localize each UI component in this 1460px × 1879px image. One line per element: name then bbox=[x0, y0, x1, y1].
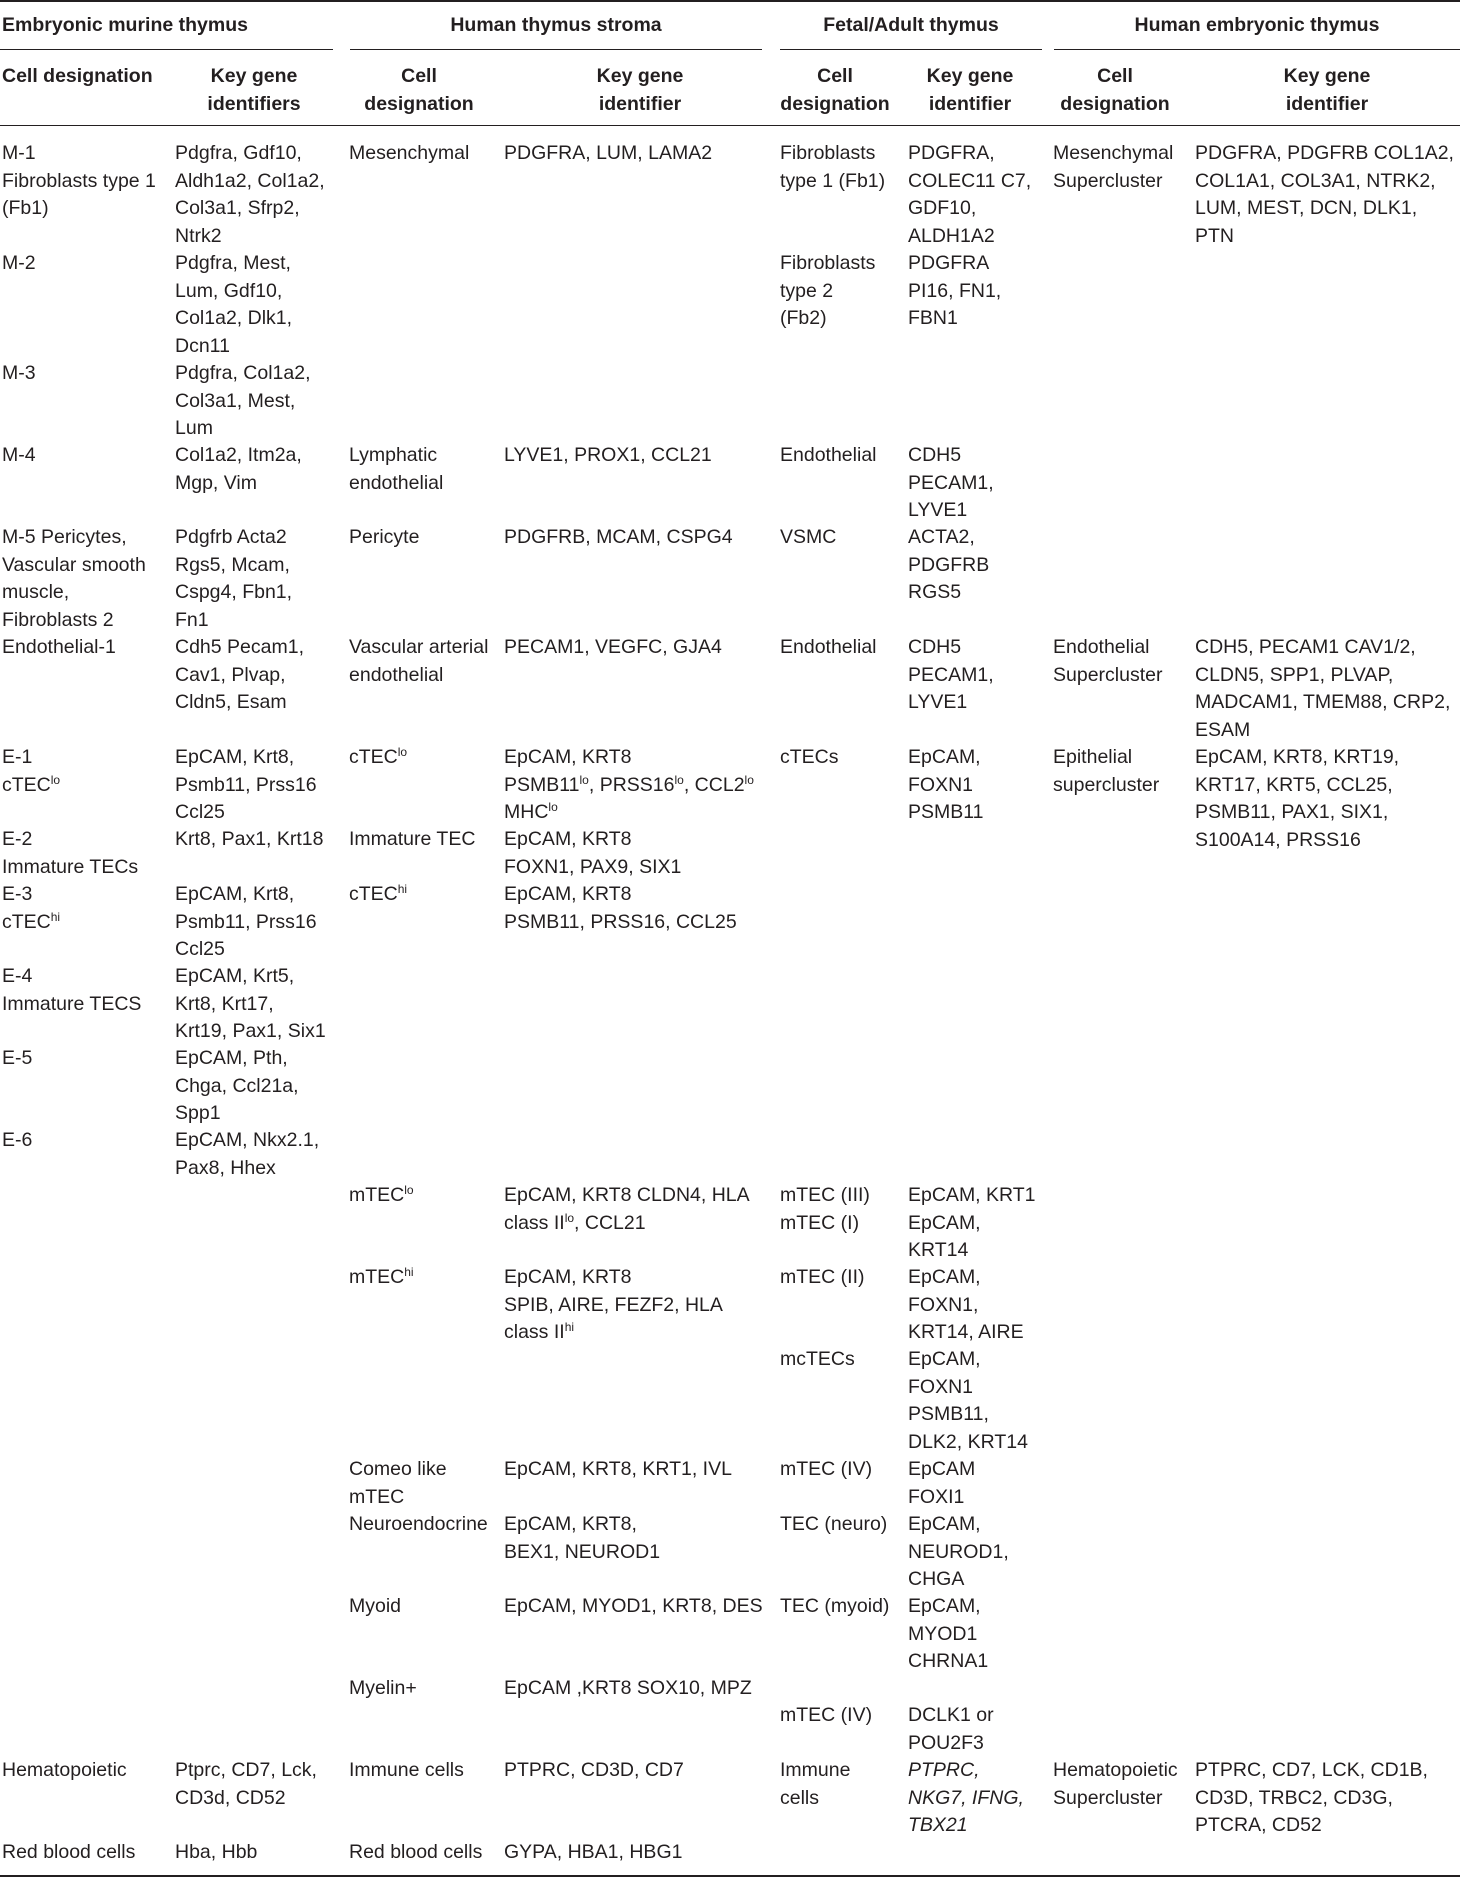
cell-murine-cell: E-6 bbox=[2, 1129, 33, 1151]
cell-stroma-cell: Vascular arterial endothelial bbox=[349, 636, 489, 686]
cell-fetal-cell: mTEC (IV) bbox=[780, 1458, 873, 1480]
top-rule bbox=[0, 0, 1460, 2]
cell-murine-cell: E-2 Immature TECs bbox=[2, 828, 139, 878]
cell-fetal-genes: EpCAM, FOXN1, KRT14, AIRE bbox=[908, 1266, 1024, 1343]
cell-fetal-genes: PDGFRA, COLEC11 C7, GDF10, ALDH1A2 bbox=[908, 142, 1032, 247]
cell-fetal-genes: CDH5 PECAM1, LYVE1 bbox=[908, 636, 994, 713]
cell-murine-cell: Hematopoietic bbox=[2, 1759, 127, 1781]
cell-stroma-cell: mTEC$^{hi}$ bbox=[349, 1265, 414, 1288]
cell-stroma-genes: EpCAM, KRT8 $PSMB11^{lo}$, $PRSS16^{lo}$, $CCL2^{lo}$ $MHC^{lo}$ bbox=[504, 746, 754, 823]
cell-murine-genes: EpCAM, Nkx2.1, Pax8, Hhex bbox=[175, 1129, 320, 1179]
cell-fetal-genes: EpCAM, FOXN1 PSMB11 bbox=[908, 746, 984, 823]
cell-stroma-cell: Red blood cells bbox=[349, 1841, 483, 1863]
cell-fetal-cell: TEC (myoid) bbox=[780, 1595, 890, 1617]
cell-murine-genes: Pdgfra, Col1a2, Col3a1, Mest, Lum bbox=[175, 362, 311, 439]
column-header-murine-genes: Key gene identifiers bbox=[207, 65, 301, 115]
cell-murine-cell: Endothelial-1 bbox=[2, 636, 116, 658]
cell-stroma-cell: cTEC$^{hi}$ bbox=[349, 882, 408, 905]
cell-murine-cell: M-1 Fibroblasts type 1 (Fb1) bbox=[2, 142, 156, 219]
group-underline-murine bbox=[0, 49, 333, 50]
cell-fetal-cell: Endothelial bbox=[780, 444, 877, 466]
cell-fetal-cell: Immune cells bbox=[780, 1759, 851, 1809]
group-underline-human-stroma bbox=[350, 49, 762, 50]
cell-fetal-cell: Fibroblasts type 2 (Fb2) bbox=[780, 252, 876, 329]
cell-murine-genes: Cdh5 Pecam1, Cav1, Plvap, Cldn5, Esam bbox=[175, 636, 304, 713]
group-header-human-embryonic: Human embryonic thymus bbox=[1134, 14, 1380, 36]
cell-fetal-cell: mcTECs bbox=[780, 1348, 855, 1370]
cell-stroma-genes: EpCAM, KRT8 SPIB, AIRE, FEZF2, HLA class $II^{hi}$ bbox=[504, 1266, 723, 1343]
cell-fetal-genes: EpCAM, KRT1 EpCAM, KRT14 bbox=[908, 1184, 1036, 1261]
cell-embryonic-cell: Endothelial Supercluster bbox=[1053, 636, 1163, 686]
cell-embryonic-genes: PTPRC, CD7, LCK, CD1B, CD3D, TRBC2, CD3G, PTCRA, CD52 bbox=[1195, 1759, 1428, 1836]
cell-embryonic-cell: Hematopoietic Supercluster bbox=[1053, 1759, 1178, 1809]
cell-murine-genes: Pdgfrb Acta2 Rgs5, Mcam, Cspg4, Fbn1, Fn1 bbox=[175, 526, 293, 631]
column-header-embryonic-cell: Cell designation bbox=[1060, 65, 1170, 115]
cell-murine-genes: Pdgfra, Gdf10, Aldh1a2, Col1a2, Col3a1, Sfrp2, Ntrk2 bbox=[175, 142, 325, 247]
cell-stroma-cell: Mesenchymal bbox=[349, 142, 470, 164]
cell-fetal-genes: DCLK1 or POU2F3 bbox=[908, 1704, 994, 1754]
cell-murine-genes: Hba, Hbb bbox=[175, 1841, 258, 1863]
column-header-embryonic-genes: Key gene identifier bbox=[1283, 65, 1371, 115]
cell-murine-cell: M-4 bbox=[2, 444, 36, 466]
cell-fetal-genes: PTPRC, NKG7, IFNG, TBX21 bbox=[908, 1759, 1024, 1836]
column-header-fetal-cell: Cell designation bbox=[780, 65, 890, 115]
cell-stroma-genes: EpCAM, KRT8, BEX1, NEUROD1 bbox=[504, 1513, 661, 1563]
cell-murine-cell: M-3 bbox=[2, 362, 36, 384]
cell-fetal-cell: mTEC (III) mTEC (I) bbox=[780, 1184, 870, 1234]
cell-murine-genes: Pdgfra, Mest, Lum, Gdf10, Col1a2, Dlk1, Dcn11 bbox=[175, 252, 293, 357]
cell-fetal-cell: Fibroblasts type 1 (Fb1) bbox=[780, 142, 886, 192]
cell-murine-cell: E-4 Immature TECS bbox=[2, 965, 142, 1015]
cell-fetal-genes: EpCAM FOXI1 bbox=[908, 1458, 976, 1508]
cell-stroma-genes: EpCAM, KRT8, KRT1, IVL bbox=[504, 1458, 732, 1480]
cell-fetal-cell: cTECs bbox=[780, 746, 839, 768]
group-header-murine: Embryonic murine thymus bbox=[2, 14, 248, 36]
cell-stroma-cell: Lymphatic endothelial bbox=[349, 444, 444, 494]
cell-murine-genes: EpCAM, Krt8, Psmb11, Prss16 Ccl25 bbox=[175, 883, 317, 960]
cell-stroma-cell: Myelin+ bbox=[349, 1677, 417, 1699]
cell-murine-genes: EpCAM, Krt5, Krt8, Krt17, Krt19, Pax1, Six1 bbox=[175, 965, 326, 1042]
cell-stroma-cell: Myoid bbox=[349, 1595, 402, 1617]
cell-fetal-genes: EpCAM, NEUROD1, CHGA bbox=[908, 1513, 1009, 1590]
group-header-fetal-adult: Fetal/Adult thymus bbox=[823, 14, 999, 36]
column-header-fetal-genes: Key gene identifier bbox=[926, 65, 1014, 115]
column-header-stroma-cell: Cell designation bbox=[364, 65, 474, 115]
cell-fetal-genes: EpCAM, FOXN1 PSMB11, DLK2, KRT14 bbox=[908, 1348, 1028, 1453]
cell-stroma-genes: PTPRC, CD3D, CD7 bbox=[504, 1759, 684, 1781]
column-header-stroma-genes: Key gene identifier bbox=[596, 65, 684, 115]
cell-murine-genes: Ptprc, CD7, Lck, CD3d, CD52 bbox=[175, 1759, 317, 1809]
cell-stroma-cell: cTEC$^{lo}$ bbox=[349, 745, 408, 768]
header-rule bbox=[0, 125, 1460, 126]
cell-murine-cell: E-5 bbox=[2, 1047, 33, 1069]
cell-murine-cell: E-1 cTEC$^{lo}$ bbox=[2, 746, 61, 796]
cell-stroma-cell: Immune cells bbox=[349, 1759, 464, 1781]
cell-murine-genes: EpCAM, Pth, Chga, Ccl21a, Spp1 bbox=[175, 1047, 299, 1124]
cell-embryonic-cell: Mesenchymal Supercluster bbox=[1053, 142, 1174, 192]
cell-murine-cell: M-5 Pericytes, Vascular smooth muscle, Fibroblasts 2 bbox=[2, 526, 146, 631]
cell-embryonic-genes: EpCAM, KRT8, KRT19, KRT17, KRT5, CCL25, PSMB11, PAX1, SIX1, S100A14, PRSS16 bbox=[1195, 746, 1400, 851]
cell-stroma-genes: PECAM1, VEGFC, GJA4 bbox=[504, 636, 722, 658]
cell-stroma-genes: PDGFRB, MCAM, CSPG4 bbox=[504, 526, 733, 548]
cell-stroma-cell: Neuroendocrine bbox=[349, 1513, 488, 1535]
cell-fetal-genes: CDH5 PECAM1, LYVE1 bbox=[908, 444, 994, 521]
cell-embryonic-genes: CDH5, PECAM1 CAV1/2, CLDN5, SPP1, PLVAP, MADCAM1, TMEM88, CRP2, ESAM bbox=[1195, 636, 1451, 741]
cell-fetal-cell: mTEC (IV) bbox=[780, 1704, 873, 1726]
cell-stroma-genes: EpCAM, KRT8 PSMB11, PRSS16, CCL25 bbox=[504, 883, 737, 933]
cell-embryonic-cell: Epithelial supercluster bbox=[1053, 746, 1160, 796]
cell-stroma-genes: LYVE1, PROX1, CCL21 bbox=[504, 444, 712, 466]
cell-murine-genes: EpCAM, Krt8, Psmb11, Prss16 Ccl25 bbox=[175, 746, 317, 823]
cell-fetal-genes: ACTA2, PDGFRB RGS5 bbox=[908, 526, 990, 603]
cell-fetal-cell: Endothelial bbox=[780, 636, 877, 658]
cell-murine-genes: Krt8, Pax1, Krt18 bbox=[175, 828, 324, 850]
cell-stroma-genes: EpCAM ,KRT8 SOX10, MPZ bbox=[504, 1677, 752, 1699]
cell-fetal-cell: mTEC (II) bbox=[780, 1266, 865, 1288]
cell-fetal-genes: PDGFRA PI16, FN1, FBN1 bbox=[908, 252, 1002, 329]
group-underline-fetal-adult bbox=[780, 49, 1042, 50]
cell-stroma-cell: Pericyte bbox=[349, 526, 420, 548]
cell-murine-cell: M-2 bbox=[2, 252, 36, 274]
cell-fetal-cell: VSMC bbox=[780, 526, 837, 548]
group-underline-human-embryonic bbox=[1054, 49, 1460, 50]
cell-fetal-cell: TEC (neuro) bbox=[780, 1513, 888, 1535]
cell-stroma-cell: Immature TEC bbox=[349, 828, 476, 850]
bottom-rule bbox=[0, 1875, 1460, 1877]
cell-stroma-cell: Comeo like mTEC bbox=[349, 1458, 447, 1508]
group-header-human-stroma: Human thymus stroma bbox=[450, 14, 662, 36]
cell-fetal-genes: EpCAM, MYOD1 CHRNA1 bbox=[908, 1595, 989, 1672]
cell-stroma-genes: EpCAM, MYOD1, KRT8, DES bbox=[504, 1595, 763, 1617]
cell-stroma-genes: PDGFRA, LUM, LAMA2 bbox=[504, 142, 713, 164]
cell-embryonic-genes: PDGFRA, PDGFRB COL1A2, COL1A1, COL3A1, NTRK2, LUM, MEST, DCN, DLK1, PTN bbox=[1195, 142, 1454, 247]
cell-stroma-genes: EpCAM, KRT8 FOXN1, PAX9, SIX1 bbox=[504, 828, 682, 878]
cell-stroma-genes: EpCAM, KRT8 CLDN4, HLA class $II^{lo}$, CCL21 bbox=[504, 1184, 750, 1234]
cell-murine-cell: Red blood cells bbox=[2, 1841, 136, 1863]
cell-stroma-cell: mTEC$^{lo}$ bbox=[349, 1183, 414, 1206]
cell-murine-cell: E-3 cTEC$^{hi}$ bbox=[2, 883, 61, 933]
cell-murine-genes: Col1a2, Itm2a, Mgp, Vim bbox=[175, 444, 302, 494]
cell-stroma-genes: GYPA, HBA1, HBG1 bbox=[504, 1841, 683, 1863]
column-header-murine-cell: Cell designation bbox=[2, 65, 153, 87]
